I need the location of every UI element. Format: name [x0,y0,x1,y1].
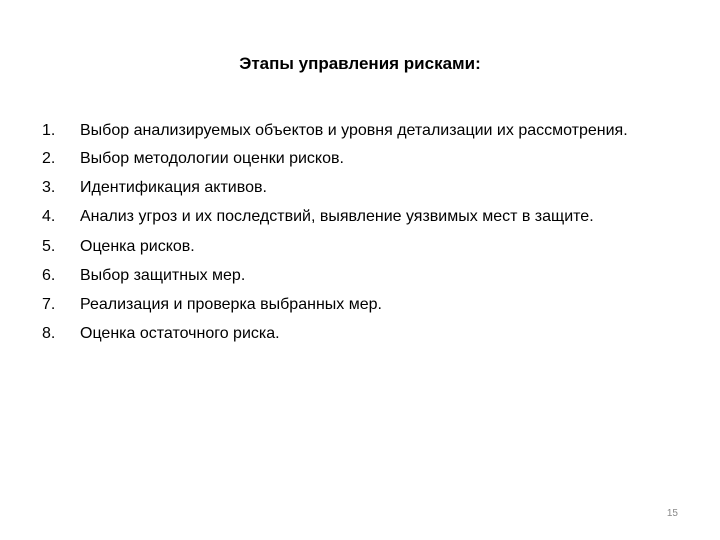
list-item-number: 2. [42,150,56,167]
list-item-text: Выбор методологии оценки рисков. [80,150,344,167]
list-item-number: 8. [42,325,56,343]
slide-title: Этапы управления рисками: [239,54,481,73]
list-item-text: Анализ угроз и их последствий, выявление уязвимых мест в защите. [80,208,594,226]
list-item-number: 6. [42,266,56,284]
list-item [42,232,682,261]
list-item-text: Оценка остаточного риска. [80,325,280,343]
list-item-text: Выбор защитных мер. [80,266,246,284]
list-item-number: 5. [42,237,56,255]
list-item-number: 1. [42,122,56,139]
list-item-text: Реализация и проверка выбранных мер. [80,296,382,314]
page-number: 15 [666,508,678,519]
list-item [42,319,682,348]
list-item-text: Оценка рисков. [80,237,195,255]
list-item-text: Идентификация активов. [80,179,267,197]
list-item [42,290,682,319]
list-item [42,173,682,202]
steps-list [42,117,682,348]
list-item-number: 3. [42,179,56,197]
list-item-text: Выбор анализируемых объектов и уровня детализации их рассмотрения. [80,122,628,139]
list-item-number: 7. [42,296,56,314]
list-item-number: 4. [42,208,56,226]
list-item [42,117,682,144]
list-item [42,144,682,173]
list-item [42,261,682,290]
list-item [42,202,682,231]
